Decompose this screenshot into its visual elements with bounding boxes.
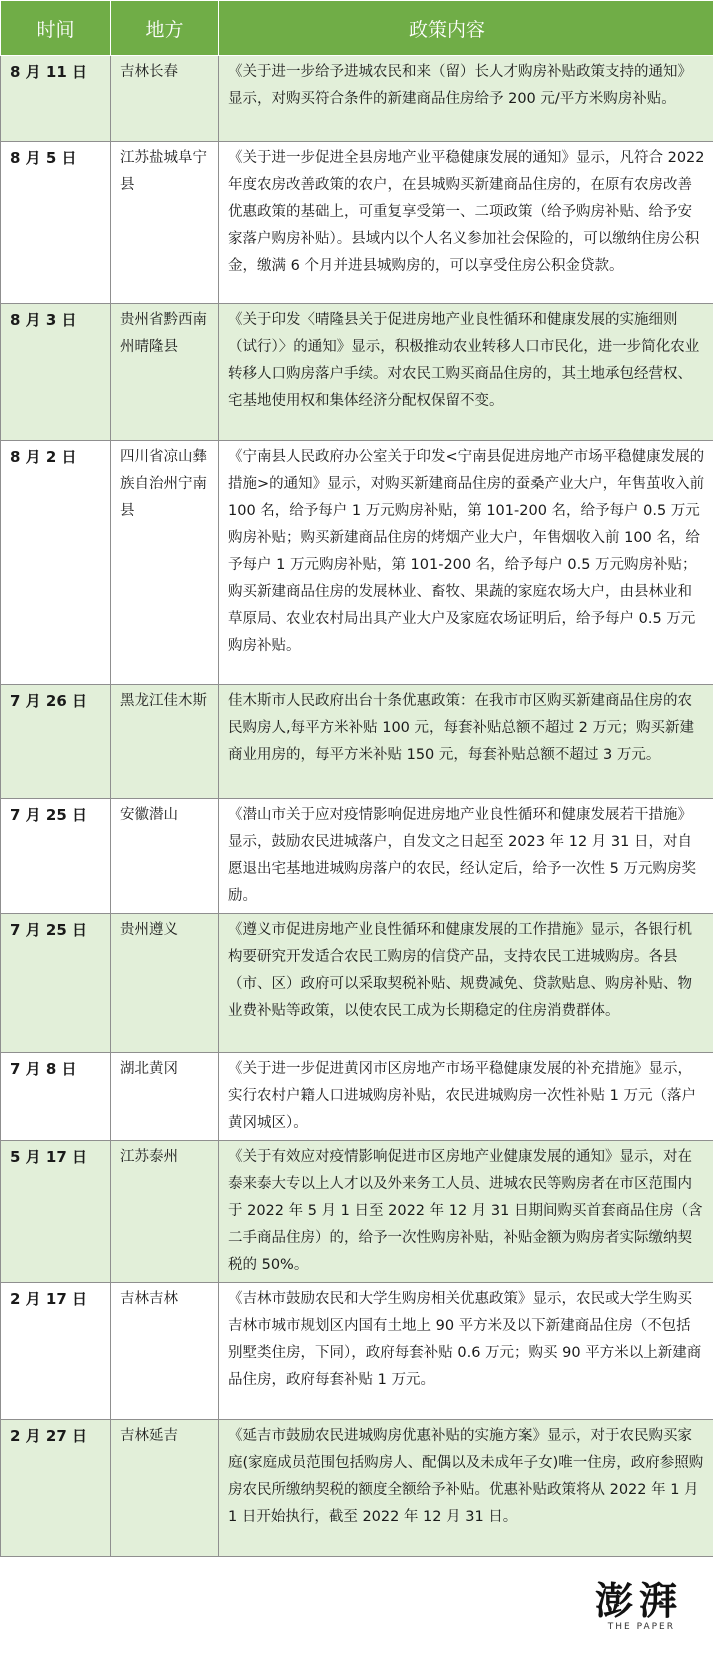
table-row <box>1 799 713 914</box>
row-place: 黑龙江佳木斯 <box>111 685 219 799</box>
row-date: 8 月 11 日 <box>1 56 111 142</box>
row-content: 《关于进一步给予进城农民和来（留）长人才购房补贴政策支持的通知》显示，对购买符合条件的新建商品住房给予 200 元/平方米购房补贴。 <box>219 56 713 142</box>
table-row <box>1 914 713 1053</box>
row-content: 《潜山市关于应对疫情影响促进房地产业良性循环和健康发展若干措施》显示，鼓励农民进城落户，自发文之日起至 2023 年 12 月 31 日，对自愿退出宅基地进城购房落户的农民，经认定后，给予一次性 5 万元购房奖励。 <box>219 799 713 914</box>
table-row <box>1 56 713 142</box>
row-content: 《关于进一步促进黄冈市区房地产市场平稳健康发展的补充措施》显示，实行农村户籍人口进城购房补贴，农民进城购房一次性补贴 1 万元（落户黄冈城区）。 <box>219 1053 713 1141</box>
row-place: 江苏泰州 <box>111 1141 219 1283</box>
table-row <box>1 1283 713 1420</box>
row-date: 7 月 8 日 <box>1 1053 111 1141</box>
row-place: 吉林延吉 <box>111 1420 219 1557</box>
row-date: 8 月 5 日 <box>1 142 111 304</box>
table-row <box>1 1420 713 1557</box>
row-place: 江苏盐城阜宁县 <box>111 142 219 304</box>
row-place: 安徽潜山 <box>111 799 219 914</box>
row-date: 7 月 25 日 <box>1 799 111 914</box>
table-row <box>1 1141 713 1283</box>
watermark-text: 澎湃 <box>594 1578 683 1623</box>
row-date: 7 月 26 日 <box>1 685 111 799</box>
row-content: 《关于有效应对疫情影响促进市区房地产业健康发展的通知》显示，对在泰来泰大专以上人才以及外来务工人员、进城农民等购房者在市区范围内于 2022 年 5 月 1 日至 2022 年 12 月 31 日期间购买首套商品住房（含二手商品住房）的，给予一次性购房补贴，补贴金额为购房者实际缴纳契税的 50%。 <box>219 1141 713 1283</box>
row-place: 四川省凉山彝族自治州宁南县 <box>111 441 219 685</box>
row-place: 吉林吉林 <box>111 1283 219 1420</box>
row-content: 《关于印发〈晴隆县关于促进房地产业良性循环和健康发展的实施细则（试行）〉的通知》显示，积极推动农业转移人口市民化，进一步简化农业转移人口购房落户手续。对农民工购买商品住房的，其土地承包经营权、宅基地使用权和集体经济分配权保留不变。 <box>219 304 713 441</box>
header-time: 时间 <box>1 1 111 56</box>
row-content: 《吉林市鼓励农民和大学生购房相关优惠政策》显示，农民或大学生购买吉林市城市规划区内国有土地上 90 平方米及以下新建商品住房（不包括别墅类住房，下同），政府每套补贴 0.6 万元；购买 90 平方米以上新建商品住房，政府每套补贴 1 万元。 <box>219 1283 713 1420</box>
table-header-row <box>1 1 713 56</box>
thepaper-logo-watermark <box>563 1570 683 1640</box>
row-content: 《延吉市鼓励农民进城购房优惠补贴的实施方案》显示，对于农民购买家庭(家庭成员范围包括购房人、配偶以及未成年子女)唯一住房，政府参照购房农民所缴纳契税的额度全额给予补贴。优惠补贴政策将从 2022 年 1 月 1 日开始执行，截至 2022 年 12 月 31 日。 <box>219 1420 713 1557</box>
table-row <box>1 304 713 441</box>
table-row <box>1 1053 713 1141</box>
row-date: 8 月 3 日 <box>1 304 111 441</box>
table-row <box>1 441 713 685</box>
row-date: 7 月 25 日 <box>1 914 111 1053</box>
table-row <box>1 142 713 304</box>
row-content: 《宁南县人民政府办公室关于印发<宁南县促进房地产市场平稳健康发展的措施>的通知》显示，对购买新建商品住房的蚕桑产业大户，年售茧收入前 100 名，给予每户 1 万元购房补贴，第 101-200 名，给予每户 0.5 万元购房补贴；购买新建商品住房的烤烟产业大户，年售烟收入前 100 名，给予每户 1 万元购房补贴，第 101-200 名，给予每户 0.5 万元购房补贴；购买新建商品住房的发展林业、畜牧、果蔬的家庭农场大户，由县林业和草原局、农业农村局出具产业大户及家庭农场证明后，给予每户 0.5 万元购房补贴。 <box>219 441 713 685</box>
watermark-subtext: THE PAPER <box>607 1622 675 1632</box>
row-date: 2 月 27 日 <box>1 1420 111 1557</box>
row-content: 佳木斯市人民政府出台十条优惠政策：在我市市区购买新建商品住房的农民购房人,每平方米补贴 100 元，每套补贴总额不超过 2 万元；购买新建商业用房的，每平方米补贴 150 元，每套补贴总额不超过 3 万元。 <box>219 685 713 799</box>
row-date: 8 月 2 日 <box>1 441 111 685</box>
row-place: 湖北黄冈 <box>111 1053 219 1141</box>
header-place: 地方 <box>111 1 219 56</box>
row-content: 《遵义市促进房地产业良性循环和健康发展的工作措施》显示，各银行机构要研究开发适合农民工购房的信贷产品，支持农民工进城购房。各县（市、区）政府可以采取契税补贴、规费减免、贷款贴息、购房补贴、物业费补贴等政策，以使农民工成为长期稳定的住房消费群体。 <box>219 914 713 1053</box>
row-place: 贵州遵义 <box>111 914 219 1053</box>
row-content: 《关于进一步促进全县房地产业平稳健康发展的通知》显示，凡符合 2022 年度农房改善政策的农户，在县城购买新建商品住房的，在原有农房改善优惠政策的基础上，可重复享受第一、二项政策（给予购房补贴、给予安家落户购房补贴）。县域内以个人名义参加社会保险的，可以缴纳住房公积金，缴满 6 个月并进县城购房的，可以享受住房公积金贷款。 <box>219 142 713 304</box>
row-place: 吉林长春 <box>111 56 219 142</box>
table-row <box>1 685 713 799</box>
header-content: 政策内容 <box>219 1 713 56</box>
row-date: 5 月 17 日 <box>1 1141 111 1283</box>
row-date: 2 月 17 日 <box>1 1283 111 1420</box>
row-place: 贵州省黔西南州晴隆县 <box>111 304 219 441</box>
